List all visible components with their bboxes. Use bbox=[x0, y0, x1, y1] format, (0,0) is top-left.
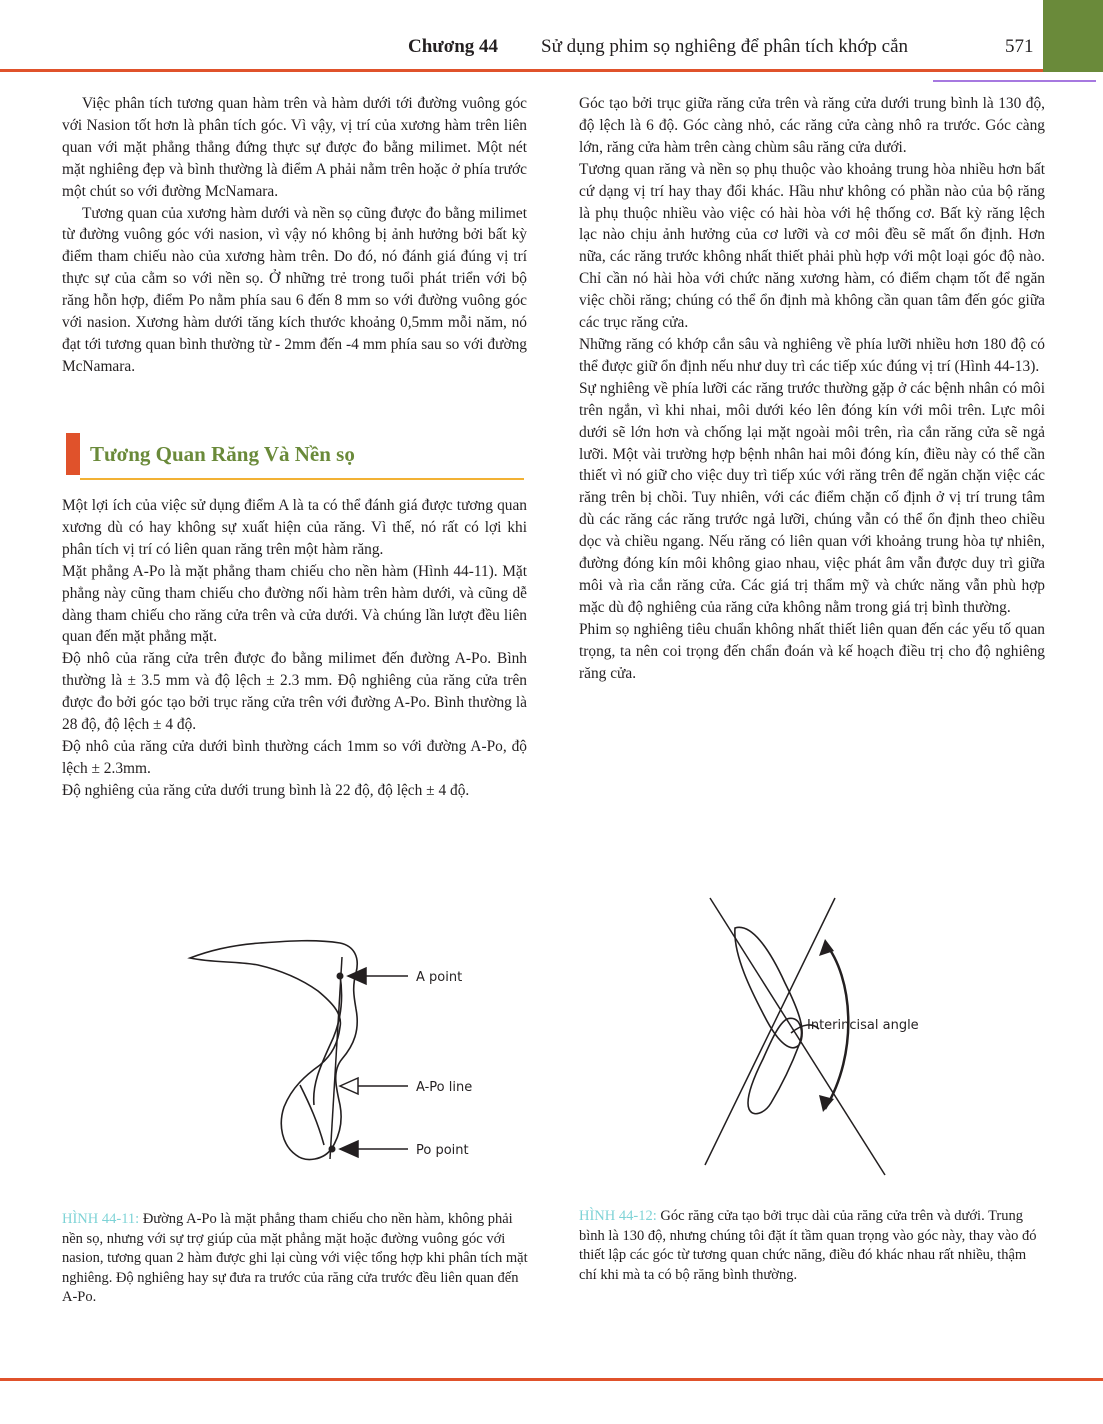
section-underline bbox=[80, 478, 524, 480]
paragraph: Những răng có khớp cắn sâu và nghiêng về phía lưỡi nhiều hơn 180 độ có thể được giữ ổn định nếu như duy trì các tiếp xúc đúng vị trí (Hình 44-13). bbox=[579, 335, 1045, 375]
paragraph: Mặt phẳng A-Po là mặt phẳng tham chiếu cho nền hàm (Hình 44-11). Mặt phẳng này cũng tham chiếu cho đường nối hàm trên hàm dưới, và cũng dễ dàng tham chiếu cho răng cửa trên và cửa dưới. Và chúng lần lượt đều liên quan đến mặt phẳng mặt. bbox=[62, 562, 527, 646]
caption-text: Đường A-Po là mặt phẳng tham chiếu cho nền hàm, không phải nền sọ, nhưng với sự trợ giúp của mặt phẳng mặt hoặc đường vuông góc với nasion, tương quan 2 hàm được ghi lại cùng với việc tổng hợp khi phân tích mặt nghiêng. Độ nghiêng hay sự đưa ra trước của răng cửa trước đều liên quan đến A-Po. bbox=[62, 1211, 528, 1306]
footer-rule bbox=[0, 1378, 1103, 1381]
paragraph: Một lợi ích của việc sử dụng điểm A là ta có thể đánh giá được tương quan xương dù có hay không sự xuất hiện của răng. Vì thế, nó rất có lợi khi phân tích vị trí có liên quan răng trên một hàm răng. bbox=[62, 497, 527, 558]
header-rule bbox=[0, 69, 1043, 72]
page-number: 571 bbox=[1005, 36, 1034, 57]
a-point-label: A point bbox=[416, 970, 463, 985]
paragraph: Việc phân tích tương quan hàm trên và hàm dưới tới đường vuông góc với Nasion tốt hơn là phân tích góc. Vì vậy, vị trí của xương hàm trên liên quan với mặt phẳng thẳng đứng thực sự được đo bằng milimet. Một nét mặt nghiêng đẹp và bình thường là điểm A phải nằm trên hoặc ở phía trước một chút so với đường McNamara. bbox=[62, 95, 527, 200]
section-marker bbox=[66, 433, 80, 475]
interincisal-angle-label: Interincisal angle bbox=[807, 1018, 919, 1033]
left-column-top bbox=[62, 93, 527, 378]
incisor-axes bbox=[705, 898, 885, 1175]
header-accent-rule bbox=[933, 80, 1096, 82]
paragraph: Phim sọ nghiêng tiêu chuẩn không nhất thiết liên quan đến các yếu tố quan trọng, ta nên coi trọng đến chẩn đoán và kế hoạch điều trị cho độ nghiêng răng cửa. bbox=[579, 620, 1045, 682]
chapter-title: Sử dụng phim sọ nghiêng để phân tích khớp cắn bbox=[541, 36, 909, 57]
figure-caption-44-11 bbox=[62, 1210, 530, 1308]
caption-label: HÌNH 44-12: bbox=[579, 1208, 657, 1224]
label-arrows bbox=[340, 968, 408, 1157]
a-point-marker bbox=[337, 973, 344, 980]
section-heading bbox=[66, 433, 524, 481]
figure-caption-44-12 bbox=[579, 1207, 1045, 1285]
corner-color-block bbox=[1043, 0, 1103, 72]
po-point-marker bbox=[329, 1146, 336, 1153]
paragraph: Độ nhô của răng cửa trên được đo bằng milimet đến đường A-Po. Bình thường là ± 3.5 mm và độ lệch ± 2.3 mm. Độ nghiêng của răng cửa trên được đo bởi góc tạo bởi trục răng cửa trên với đường A-Po. Bình thường là 28 độ, độ lệch ± 4 độ. bbox=[62, 650, 527, 734]
right-column bbox=[579, 93, 1045, 684]
left-column-bottom bbox=[62, 495, 527, 802]
paragraph: Tương quan răng và nền sọ phụ thuộc vào khoảng trung hòa nhiều hơn bất cứ dạng vị trí hay thay đổi khác. Hầu như không có phần nào của bộ răng là phụ thuộc nhiều vào việc có hài hòa với hệ thống cơ. Bất kỳ răng lệch lạc nào chịu ảnh hưởng của cơ lưỡi và cơ môi đều sẽ mất ổn định. Hơn nữa, các răng trước không nhất thiết phải phù hợp với một loại góc độ nào. Chỉ cần nó hài hòa với chức năng xương hàm, có điểm chạm tốt để ngăn việc chồi răng; chúng có thể ổn định mà không cần quan tâm đến góc giữa các trục răng cửa. bbox=[579, 160, 1045, 332]
caption-text: Góc răng cửa tạo bởi trục dài của răng cửa trên và dưới. Trung bình là 130 độ, nhưng chúng tôi đặt ít tầm quan trọng vào góc này, thay vào đó thiết lập các góc từ tương quan chức năng, điều đó khác nhau rất nhiều, thậm chí khi mà ta có bộ răng bình thường. bbox=[579, 1208, 1037, 1283]
paragraph: Tương quan của xương hàm dưới và nền sọ cũng được đo bằng milimet từ đường vuông góc với nasion, vì vậy nó không bị ảnh hưởng bởi bất kỳ điểm tham chiếu nào của xương hàm trên. Do đó, nó đánh giá đúng vị trí thực sự của cằm so với nền sọ. Ở những trẻ trong tuổi phát triển với bộ răng hỗn hợp, điểm Po nằm phía sau 6 đến 8 mm so với đường vuông góc với nasion. Xương hàm dưới tăng kích thước khoảng 0,5mm mỗi năm, nó đạt tới tương quan bình thường từ - 2mm đến -4 mm phía sau so với đường McNamara. bbox=[62, 204, 527, 375]
interincisal-angle-diagram bbox=[695, 893, 970, 1183]
paragraph: Sự nghiêng về phía lưỡi các răng trước thường gặp ở các bệnh nhân có môi trên ngắn, vì khi nhai, môi dưới kéo lên đóng kín với môi trên. Lực môi dưới sẽ lớn hơn và chống lại mặt ngoài môi trên, rìa cắn răng cửa sẽ ngả lưỡi. Một vài trường hợp bệnh nhân hai môi đóng kín, điều này có thể cần thiết vì nó giữ cho việc duy trì tiếp xúc với răng trên để ngăn chặn việc các răng trên bị chồi. Tuy nhiên, với các điểm chặn cố định ở vị trí trung tâm dù các răng các răng trước ngả lưỡi, chúng vẫn có thể ổn định theo chiều dọc và chiều ngang. Nếu răng có liên quan với khoảng trung hòa tự nhiên, đường đóng kín môi không giao nhau, việc phát âm vẫn được duy trì giữa môi và rìa cắn răng cửa. Các giá trị thẩm mỹ và chức năng vẫn phù hợp mặc dù độ nghiêng của răng cửa không nằm trong giá trị bình thường. bbox=[579, 379, 1045, 616]
page-header bbox=[0, 32, 1043, 66]
paragraph: Độ nhô của răng cửa dưới bình thường cách 1mm so với đường A-Po, độ lệch ± 2.3mm. bbox=[62, 737, 527, 777]
po-point-label: Po point bbox=[416, 1143, 469, 1158]
paragraph: Góc tạo bởi trục giữa răng cửa trên và răng cửa dưới trung bình là 130 độ, độ lệch là 6 độ. Góc càng nhỏ, các răng cửa càng nhô ra trước. Góc càng lớn, răng cửa hàm trên càng chùm sâu răng cửa dưới. bbox=[579, 95, 1045, 156]
paragraph: Độ nghiêng của răng cửa dưới trung bình là 22 độ, độ lệch ± 4 độ. bbox=[62, 781, 470, 799]
apo-line-label: A-Po line bbox=[416, 1080, 473, 1095]
chapter-label: Chương 44 bbox=[408, 36, 499, 57]
caption-label: HÌNH 44-11: bbox=[62, 1211, 140, 1227]
apo-line-diagram bbox=[180, 935, 500, 1170]
section-title: Tương Quan Răng Và Nền sọ bbox=[90, 442, 355, 466]
